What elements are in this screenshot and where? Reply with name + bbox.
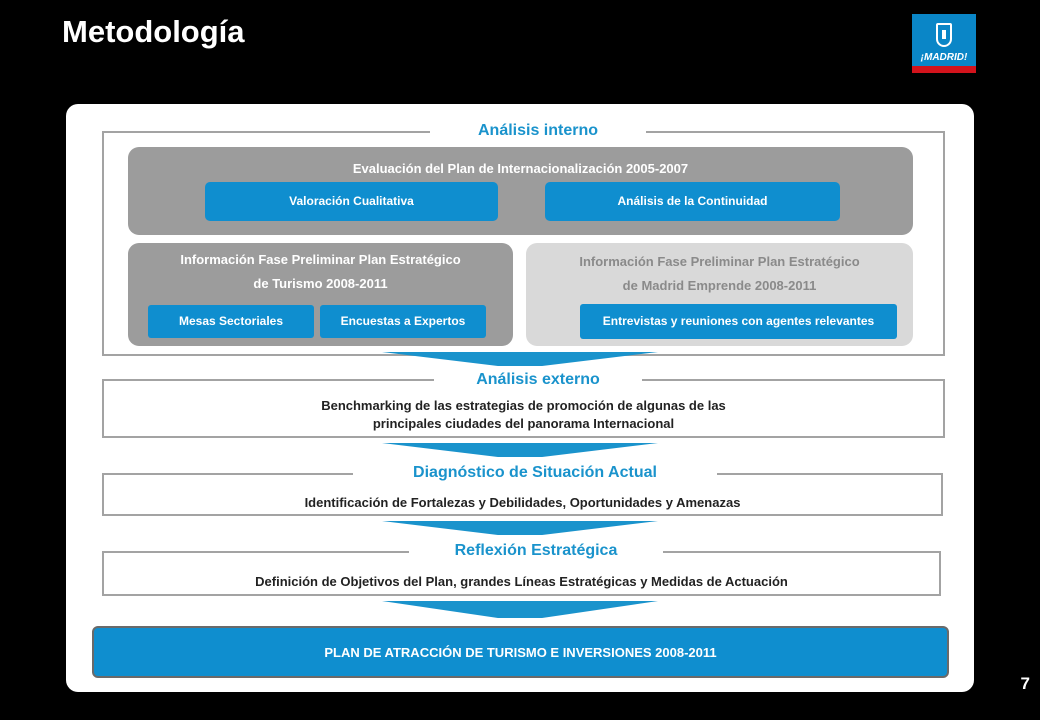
coat-of-arms-icon	[936, 23, 952, 47]
encuestas-expertos-pill: Encuestas a Expertos	[320, 305, 486, 338]
valoracion-cualitativa-pill: Valoración Cualitativa	[205, 182, 498, 221]
page-number: 7	[1020, 674, 1030, 693]
analisis-externo-label: Análisis externo	[434, 369, 642, 391]
evaluacion-title: Evaluación del Plan de Internacionalización 2005-2007	[352, 161, 689, 176]
final-plan-banner: PLAN DE ATRACCIÓN DE TURISMO E INVERSIONES 2008-2011	[92, 626, 949, 678]
logo-text: ¡MADRID!	[920, 52, 968, 63]
turismo-title-line1: Información Fase Preliminar Plan Estratégico	[180, 252, 461, 267]
evaluacion-box	[128, 147, 913, 235]
analisis-externo-text-line1: Benchmarking de las estrategias de promoción de algunas de las	[321, 398, 726, 413]
mesas-sectoriales-pill: Mesas Sectoriales	[148, 305, 314, 338]
emprende-title-line2: de Madrid Emprende 2008-2011	[622, 278, 817, 293]
emprende-title-line1: Información Fase Preliminar Plan Estratégico	[579, 254, 860, 269]
madrid-logo	[912, 14, 976, 73]
analisis-interno-label: Análisis interno	[430, 120, 646, 142]
reflexion-text: Definición de Objetivos del Plan, grandes Líneas Estratégicas y Medidas de Actuación	[255, 574, 788, 589]
analisis-externo-text-line2: principales ciudades del panorama Internacional	[372, 416, 675, 431]
turismo-title-line2: de Turismo 2008-2011	[253, 276, 388, 291]
reflexion-label: Reflexión Estratégica	[409, 540, 663, 562]
diagnostico-label: Diagnóstico de Situación Actual	[353, 462, 717, 484]
logo-stripe	[912, 66, 976, 73]
emprende-box	[526, 243, 913, 346]
page-title: Metodología	[62, 14, 245, 49]
turismo-box	[128, 243, 513, 346]
analisis-continuidad-pill: Análisis de la Continuidad	[545, 182, 840, 221]
entrevistas-pill: Entrevistas y reuniones con agentes relevantes	[580, 304, 897, 339]
diagnostico-text: Identificación de Fortalezas y Debilidades, Oportunidades y Amenazas	[304, 495, 741, 510]
